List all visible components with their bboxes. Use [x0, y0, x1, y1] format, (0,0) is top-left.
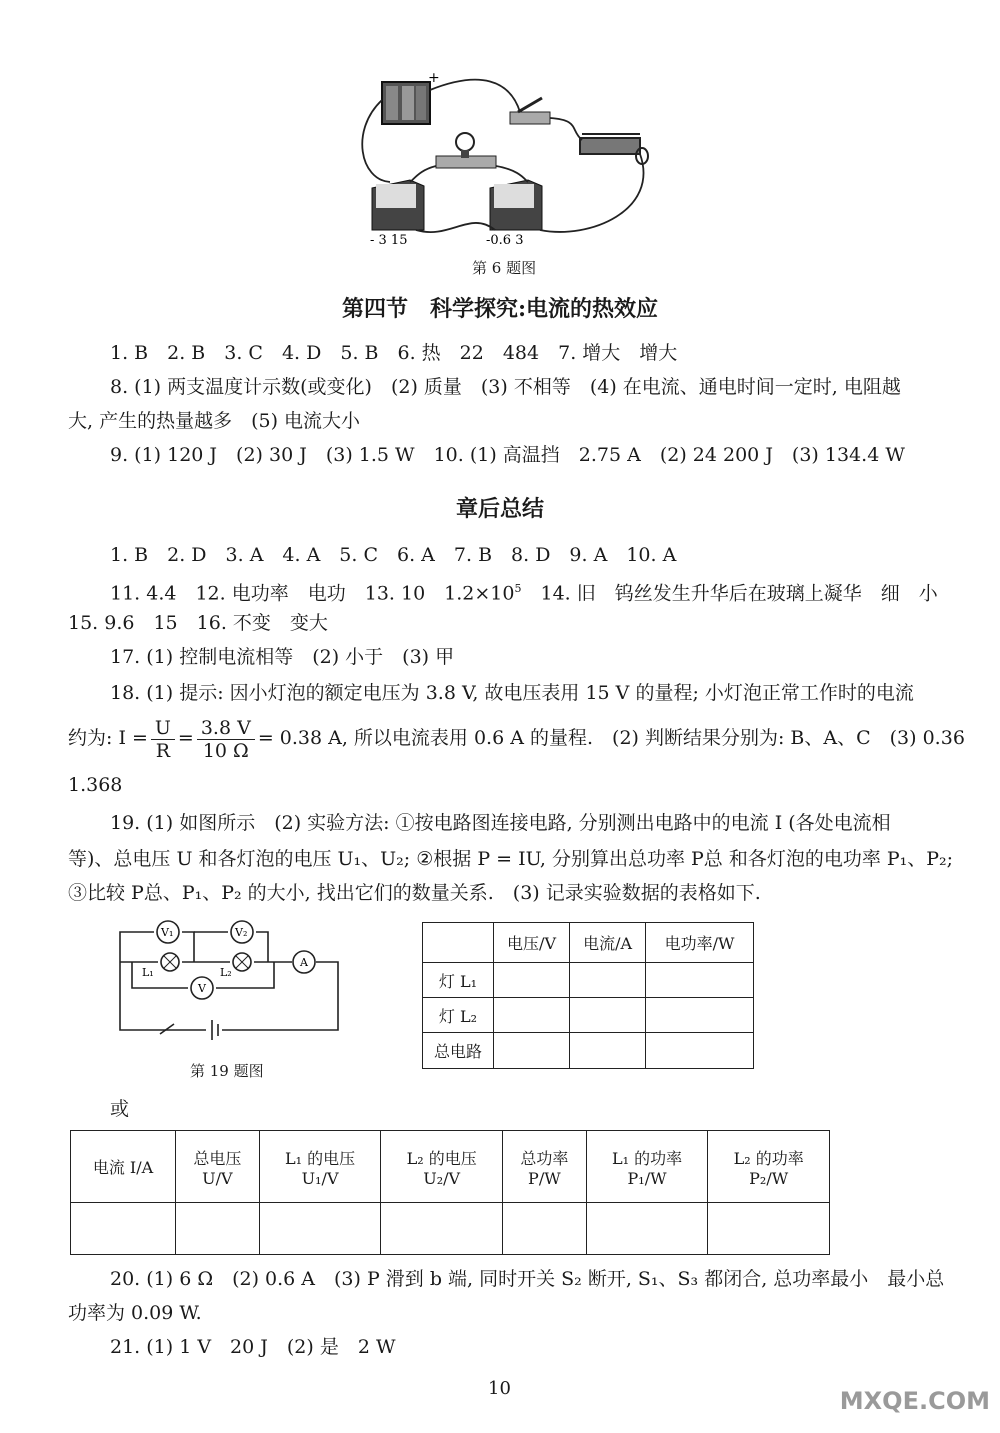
table-2-header [586, 1131, 708, 1203]
v1-label: V₁ [161, 926, 174, 939]
watermark [840, 1387, 990, 1415]
table-cell [176, 1203, 260, 1255]
q18-equals: = [177, 727, 194, 749]
section-4-title: 第四节 科学探究:电流的热效应 [341, 296, 659, 322]
table-cell [646, 1033, 754, 1069]
v-label: V [198, 982, 206, 995]
table-row [423, 998, 754, 1033]
q19-line3: ③比较 P总、P₁、P₂ 的大小, 找出它们的数量关系. (3) 记录实验数据的表格如下. [68, 882, 761, 904]
table-2-header [71, 1131, 176, 1203]
table-1-row-label: 灯 L₁ [423, 963, 494, 998]
summary-line4: 17. (1) 控制电流相等 (2) 小于 (3) 甲 [110, 646, 455, 668]
table-2-header-row [71, 1131, 830, 1203]
q18-prefix: 约为: I = [68, 727, 148, 749]
header-bottom: U₁/V [301, 1168, 339, 1188]
header-top: L₁ 的功率 [611, 1148, 683, 1168]
figure-6-circuit [350, 70, 670, 250]
s4-answers-line1: 1. B 2. B 3. C 4. D 5. B 6. 热 22 484 7. 增大 增大 [110, 342, 678, 364]
table-2-header [176, 1131, 260, 1203]
l1-label: L₁ [142, 966, 154, 979]
table-cell [570, 1033, 646, 1069]
table-cell [381, 1203, 503, 1255]
summary-line3: 15. 9.6 15 16. 不变 变大 [68, 612, 328, 634]
table-1-header: 电压/V [494, 923, 570, 963]
battery-icon [382, 82, 430, 124]
table-2-header [502, 1131, 586, 1203]
q18-suffix: = 0.38 A, 所以电流表用 0.6 A 的量程. (2) 判断结果分别为: B、A、C (3) 0.36 [257, 727, 965, 749]
table-1-header [423, 923, 494, 963]
frac-denominator: R [155, 739, 171, 762]
header-top: L₂ 的电压 [406, 1148, 477, 1168]
table-1-header: 电流/A [570, 923, 646, 963]
page-number: 10 [488, 1378, 511, 1399]
frac-numerator: 3.8 V [197, 717, 255, 740]
q18-line1: 18. (1) 提示: 因小灯泡的额定电压为 3.8 V, 故电压表用 15 V 的量程; 小灯泡正常工作时的电流 [110, 682, 914, 704]
fraction-value [197, 717, 255, 762]
table-2-header [381, 1131, 503, 1203]
voltmeter-icon [372, 180, 424, 230]
header-top: L₁ 的电压 [285, 1148, 356, 1168]
frac-denominator: 10 Ω [202, 739, 249, 762]
s4-answers-line4: 9. (1) 120 J (2) 30 J (3) 1.5 W 10. (1) 高温挡 2.75 A (2) 24 200 J (3) 134.4 W [110, 444, 905, 466]
plus-sign: + [428, 70, 440, 86]
header-top: 总电压 [193, 1148, 242, 1168]
table-cell [259, 1203, 381, 1255]
lamp-l1-icon [161, 953, 179, 971]
table-row [423, 963, 754, 998]
table-2 [70, 1130, 830, 1255]
q18-line3: 1.368 [68, 774, 123, 796]
header-bottom: P/W [528, 1168, 561, 1188]
figure-19-circuit [110, 912, 350, 1052]
table-cell [708, 1203, 830, 1255]
table-1 [422, 922, 754, 1069]
header-bottom: P₁/W [627, 1168, 667, 1188]
table-2-header [708, 1131, 830, 1203]
ammeter-icon [490, 180, 542, 230]
frac-numerator: U [151, 717, 175, 740]
table-cell [570, 963, 646, 998]
table-cell [494, 1033, 570, 1069]
or-text: 或 [110, 1098, 130, 1120]
table-2-header [259, 1131, 381, 1203]
figure-19-caption: 第 19 题图 [190, 1062, 264, 1080]
bulb-icon [436, 133, 496, 168]
table-cell [71, 1203, 176, 1255]
table-row [423, 1033, 754, 1069]
summary-line2 [110, 576, 938, 606]
a-label: A [300, 956, 308, 969]
table-cell [570, 998, 646, 1033]
s4-answers-line2: 8. (1) 两支温度计示数(或变化) (2) 质量 (3) 不相等 (4) 在电流、通电时间一定时, 电阻越 [110, 376, 901, 398]
table-cell [494, 963, 570, 998]
table-row [71, 1203, 830, 1255]
s4-answers-line3: 大, 产生的热量越多 (5) 电流大小 [68, 410, 361, 432]
header-bottom: U₂/V [423, 1168, 461, 1188]
table-cell [494, 998, 570, 1033]
ammeter-scale-label: -0.6 3 [486, 233, 524, 248]
table-cell [586, 1203, 708, 1255]
l2-label: L₂ [220, 966, 232, 979]
header-bottom: P₂/W [749, 1168, 789, 1188]
table-1-row-label: 灯 L₂ [423, 998, 494, 1033]
table-cell [646, 963, 754, 998]
q19-line2: 等)、总电压 U 和各灯泡的电压 U₁、U₂; ②根据 P = IU, 分别算出总功率 P总 和各灯泡的电功率 P₁、P₂; [68, 848, 954, 870]
q21-line: 21. (1) 1 V 20 J (2) 是 2 W [110, 1336, 396, 1358]
header-bottom: U/V [202, 1168, 233, 1188]
q19-line1: 19. (1) 如图所示 (2) 实验方法: ①按电路图连接电路, 分别测出电路中的电流 I (各处电流相 [110, 812, 891, 834]
header-top: 电流 I/A [92, 1158, 154, 1177]
q20-line2: 功率为 0.09 W. [68, 1302, 202, 1324]
header-top: L₂ 的功率 [733, 1148, 804, 1168]
watermark-text: MXQE.COM [839, 1387, 990, 1415]
summary-title: 章后总结 [455, 496, 544, 522]
rheostat-icon [580, 134, 648, 164]
table-cell [646, 998, 754, 1033]
voltmeter-scale-label: - 3 15 [370, 233, 408, 248]
table-1-row-label: 总电路 [423, 1033, 494, 1069]
summary-line1: 1. B 2. D 3. A 4. A 5. C 6. A 7. B 8. D 9. A 10. A [110, 544, 677, 566]
header-top: 总功率 [520, 1148, 569, 1168]
q20-line1: 20. (1) 6 Ω (2) 0.6 A (3) P 滑到 b 端, 同时开关 S₂ 断开, S₁、S₃ 都闭合, 总功率最小 最小总 [110, 1268, 945, 1290]
table-1-header: 电功率/W [646, 923, 754, 963]
figure-6-caption: 第 6 题图 [472, 259, 537, 277]
summary-line2-part-b: 14. 旧 钨丝发生升华后在玻璃上凝华 细 小 [521, 582, 938, 605]
summary-line2-part-a: 11. 4.4 12. 电功率 电功 13. 10 1.2×10 [110, 582, 515, 605]
table-cell [502, 1203, 586, 1255]
q18-line2 [68, 712, 965, 764]
summary-line2-exponent: 5 [514, 582, 522, 595]
v2-label: V₂ [235, 926, 248, 939]
lamp-l2-icon [233, 953, 251, 971]
fraction-u-over-r [151, 717, 175, 762]
table-1-header-row [423, 923, 754, 963]
